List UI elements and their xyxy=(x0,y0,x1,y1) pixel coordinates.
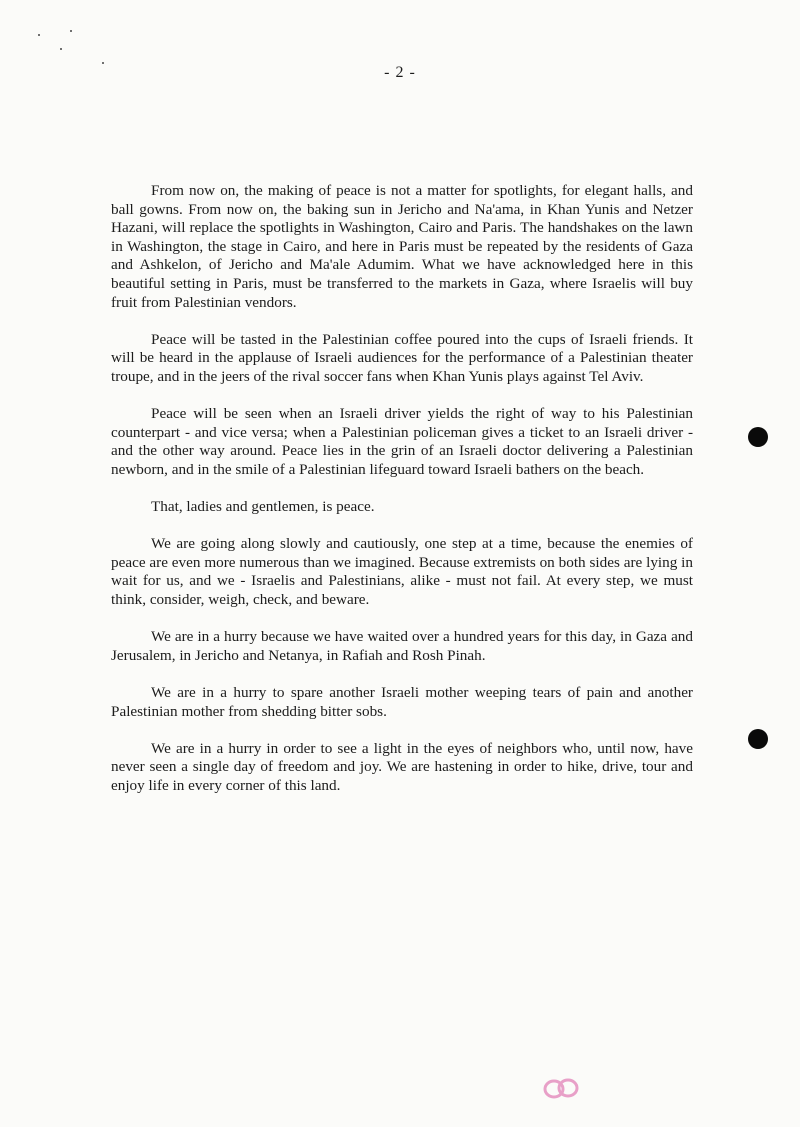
punch-hole-upper xyxy=(748,427,768,447)
paragraph: From now on, the making of peace is not a matter for spotlights, for elegant halls, and ball gowns. From now on, the baking sun in Jericho and Na'ama, in Khan Yunis and Netzer Hazani, will replace the spotlights in Washington, Cairo and Paris. The handshakes on the lawn in Washington, the stage in Cairo, and here in Paris must be repeated by the residents of Gaza and Ashkelon, of Jericho and Ma'ale Adumim. What we have acknowledged here in this beautiful setting in Paris, must be transferred to the markets in Gaza, where Israelis will buy fruit from Palestinian vendors. xyxy=(111,182,693,311)
paragraph: We are in a hurry because we have waited over a hundred years for this day, in Gaza and Jerusalem, in Jericho and Netanya, in Rafiah and Rosh Pinah. xyxy=(111,628,693,664)
paragraph: We are going along slowly and cautiously, one step at a time, because the enemies of peace are even more numerous than we imagined. Because extremists on both sides are lying in wait for us, and we - Israelis and Palestinians, alike - must not fail. At every step, we must think, consider, weigh, check, and beware. xyxy=(111,535,693,609)
scan-speck xyxy=(60,48,62,50)
page-number: - 2 - xyxy=(384,64,416,81)
paragraph: That, ladies and gentlemen, is peace. xyxy=(151,498,375,516)
scan-speck xyxy=(70,30,72,32)
paragraph: We are in a hurry to spare another Israeli mother weeping tears of pain and another Palestinian mother from shedding bitter sobs. xyxy=(111,684,693,720)
paragraph: Peace will be tasted in the Palestinian coffee poured into the cups of Israeli friends. It will be heard in the applause of Israeli audiences for the performance of a Palestinian theater troupe, and in the jeers of the rival soccer fans when Khan Yunis plays against Tel Aviv. xyxy=(111,330,693,385)
document-body xyxy=(111,182,693,814)
punch-hole-lower xyxy=(748,729,768,749)
paragraph: Peace will be seen when an Israeli driver yields the right of way to his Palestinian counterpart - and vice versa; when a Palestinian policeman gives a ticket to an Israeli driver - and the other way around. Peace lies in the grin of an Israeli doctor delivering a Palestinian newborn, and in the smile of a Palestinian lifeguard toward Israeli bathers on the beach. xyxy=(111,405,693,478)
archive-stamp-mark xyxy=(540,1076,584,1102)
scan-speck xyxy=(38,34,40,36)
paragraph: We are in a hurry in order to see a light in the eyes of neighbors who, until now, have never seen a single day of freedom and joy. We are hastening in order to hike, drive, tour and enjoy life in every corner of this land. xyxy=(111,739,693,794)
